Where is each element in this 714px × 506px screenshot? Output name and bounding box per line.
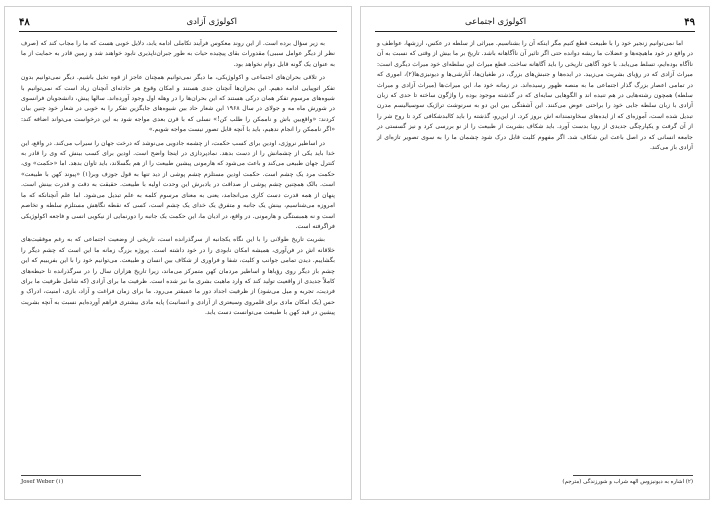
footnote-text: Josef Weber (۱) bbox=[21, 479, 64, 485]
page-number: ۴۸ bbox=[19, 17, 30, 28]
running-title: اکولوژی اجتماعی bbox=[465, 17, 527, 27]
left-page-body bbox=[21, 39, 335, 322]
left-page bbox=[4, 6, 352, 500]
paragraph: اما نمی‌توانیم زنجیر خود را با طبیعت قطع کنیم مگر اینکه آن را بشناسیم. میراثی از سلطه در عکس، ارزشها، عواطف و در واقع در خود ماهیچه‌ها و عضلات ما ریشه دوانده حتی اگر تاثیر آن ناآگاهانه باشد. تاریخ بر ما بیش از وقتی که نسبت به آن ناآگاه بوده‌ایم، تسلط می‌یابد. با خود آگاهی تاریخی را باید آگاهانه ساخت. قطع میراث این سلطه‌ای خود میراث دیگری است: میراث آزادی که در رؤیای بشریت می‌زیید. در ایده‌ها و جنبش‌های بزرگ، در طغیان‌ها، آنارشی‌ها و دیونیزی‌ها(۲)، اموری که در تمامی اعصار بزرگ گذار اجتماعی ما به منصه ظهور رسیده‌اند. در زمانه خود ما، این میراث‌ها (میراث آزادی و میراث سلطه) همچون رشته‌هایی در هم تنیده اند و الگوهایی سایه‌ای که در گذشته موجود بوده را واژگون ساخته تا حدی که زبان آزادی با زبان سلطه جایی خود را براحتی عوض می‌کنند. این آشفتگی بین این دو به سرنوشت تراژیک سوسیالیسم مدرن تبدیل شده است، آموزه‌ای که از ایده‌های سخاوتمندانه اش بروز کرد. از این‌رو، گذشته را باید کالبدشکافی کرد تا روح شر را از آن گرفت و یکپارچگی جدیدی از رویا بدست آورد. باید شکاف بشریت از طبیعت را از نو بررسی کرد و نیز گسستی در جامعه انسانی که در اصل باعث این شکاف شد. اگر مفهوم کلیت قابل درک شود چشمان ما را به سوی تصویر تازه‌ای از آزادی باز می‌کند. bbox=[377, 40, 693, 152]
paragraph: در اساطیر نروژی، اودین برای کسب حکمت، از چشمه جادویی می‌نوشد که درخت جهان را سیراب می‌کند. در واقع، این خدا باید یکی از چشمانش را از دست بدهد. نمادپردازی در اینجا واضح است. اودین برای کسب بینش که وی را قادر به کنترل جهان طبیعی می‌کند و باعث می‌شود که هارمونی پیشین طبیعت را از هم بگسلاند، باید تاوان بدهد. اما «حکمت» وی، حکمت مرد یک چشم است. حکمت اودین مستلزم چشم پوشی از دید تنها به قول جوزف وبر(۱) «پیوند کهن با طبیعت» است. بالک همچنین چشم پوشی از صداقت در یادبرش این وحدت اولیه با طبیعت. حقیقت به دقت و قدرت بینش است. پنهان از همه قدرت دست کاری می‌انجامد، یعنی به معنای مرسوم کلمه به علم تبدیل می‌شود. اما علم آنچنانکه که ما امروزه می‌شناسیم، بینش یک جانبه و متفرق یک خدای یک چشم است، کسی که نقطه نگاهش مستلزم سلطه و تخاصم است و نه همبستگی و هارمونی. در واقع، در ادیان ما، این حکمت یک جانبه را دورنمایی از نیکویی انسی و فاجعه اکولوژیکی فراگرفته است. bbox=[21, 139, 335, 230]
right-page-body bbox=[377, 39, 693, 156]
right-page-header bbox=[375, 17, 695, 32]
footnote-text: (۲) اشاره به دیونیزوس الهه شراب و شورزندگی (مترجم) bbox=[562, 479, 693, 485]
left-page-header bbox=[19, 17, 337, 32]
right-page bbox=[360, 6, 710, 500]
running-title: اکولوژی آزادی bbox=[186, 17, 237, 27]
paragraph: به زیر سؤال برده است. از این روند معکوس فرآیند تکاملی ادامه یابد، دلایل خوبی هست که ما را مجاب کند که (صرف نظر از دیگر عوامل سببی) مقدورات بقای پیچیده حیات به طور جبران‌ناپذیری نابود خواهند شد و زمین قادر به حمایت از ما به عنوان یک گونه قابل دوام نخواهد بود. bbox=[21, 40, 335, 68]
footnote-rule bbox=[573, 475, 693, 476]
paragraph: در تلاقی بحران‌های اجتماعی و اکولوژیکی، ما دیگر نمی‌توانیم همچنان عاجز از قوه تخیل باشیم. دیگر نمی‌توانیم بدون تفکر اتوپیایی ادامه دهیم. این بحران‌ها آنچنان جدی هستند و امکان وقوع هر حادثه‌ای آنچنان زیاد است که نمی‌توانیم با شیوه‌های مرسوم تفکر همان درکی هستند که این بحران‌ها را در وهله اول وجود آورده‌اند. سالها پیش، دانشجویان فرانسوی در شورش ماه مه و جولای در سال ۱۹۶۸ این شعار حاد بین شیوه‌های جایگزین تفکر را به خوبی در شعار خود چنین بیان کردند: «واقع‌بین باش و ناممکن را طلب کن!» نسلی که با قرن بعدی مواجه شود به این درخواست می‌تواند اضافه کند: «اگر ناممکن را انجام ندهیم، باید با آنچه قابل تصور نیست مواجه شویم.» bbox=[21, 74, 335, 134]
footnote-rule bbox=[21, 475, 141, 476]
page-number: ۴۹ bbox=[684, 17, 695, 28]
paragraph: بشریت تاریخ طولانی را با این نگاه یکجانبه از سرگذرانده است، تاریخی از وضعیت اجتماعی که به رغم موفقیت‌های خلاقانه اش در فن‌آوری، همیشه امکان نابودی را در خود داشته است. پروژه بزرگ زمانه ما این است که چشم دیگر را بگشاییم. دیدن تمامی جوانب و کلیت، شفا و فراوری از شکاف بین انسان و طبیعت. می‌توانیم خود را با این بفریبیم که این چشم باز دیگر روی رؤیاها و اساطیر مردمان کهن متمرکز می‌ماند، زیرا تاریخ هزاران سال را در سرگذرانده تا حیطه‌های کاملاً جدیدی از واقعیت تولید کند که وارد ماهیت بشری ما نیز شده است. ظرفیت ما برای آزادی (که شامل ظرفیت ما برای فردیت، تجربه و میل می‌شود) از ظرفیت اجداد دور ما عمیقتر می‌رود. ما برای زمان فراغت و آزاد، بازی، امنیت، ادراک و حس (یک امکان مادی برای قلمروی وسیعتری از آزادی و انسانیت) پایه مادی بیشتری فراهم آورده‌ایم نسبت به آنچه بشریت پیشین در قید کهن با طبیعت می‌توانست دست یابد. bbox=[21, 236, 335, 317]
left-footnote bbox=[21, 475, 335, 485]
right-footnote bbox=[377, 475, 693, 485]
